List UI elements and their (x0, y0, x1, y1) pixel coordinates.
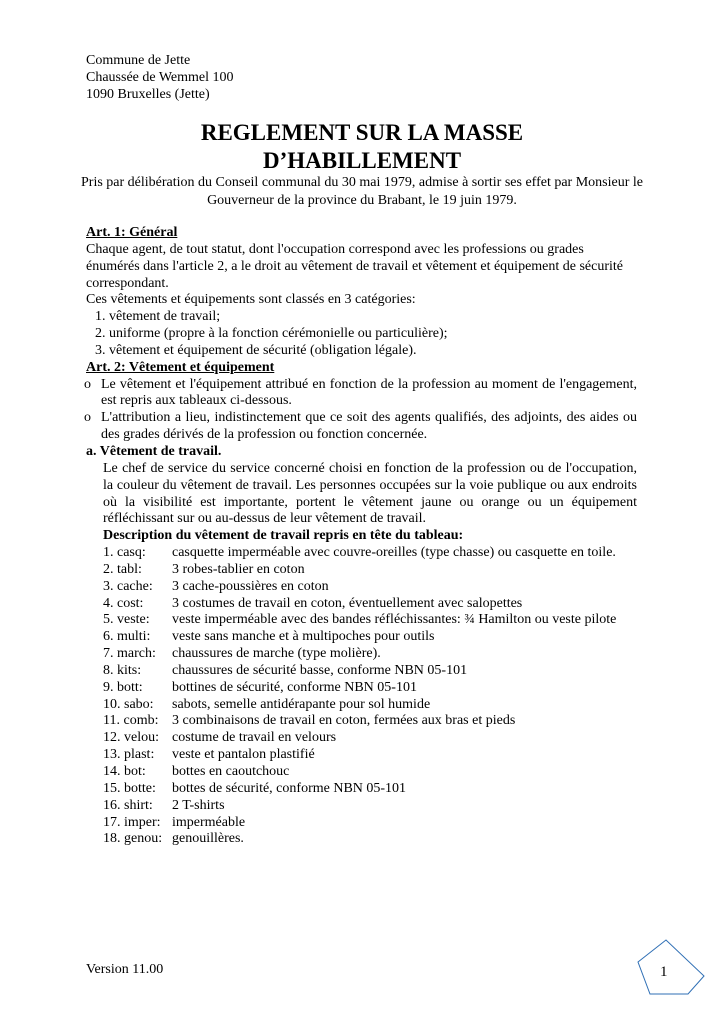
bullet-marker: o (84, 410, 91, 426)
description-title: Description du vêtement de travail repris en tête du tableau: (103, 528, 464, 544)
item-description: bottines de sécurité, conforme NBN 05-101 (172, 679, 417, 695)
item-description: veste imperméable avec des bandes réfléchissantes: ¾ Hamilton ou veste pilote (172, 612, 617, 628)
item-description: veste et pantalon plastifié (172, 747, 315, 763)
item-description: 3 combinaisons de travail en coton, fermées aux bras et pieds (172, 713, 516, 729)
art2-heading: Art. 2: Vêtement et équipement (86, 359, 275, 375)
item-code: 12. velou: (103, 730, 159, 746)
item-code: 4. cost: (103, 595, 144, 611)
clothing-item (86, 646, 637, 663)
item-description: imperméable (172, 814, 246, 830)
bullet-text: L'attribution a lieu, indistinctement que ce soit des agents qualifiés, des adjoints, des aides ou des grades dérivés de la profession ou fonction concernée. (101, 410, 637, 443)
address-block (86, 52, 234, 103)
clothing-item (86, 579, 637, 596)
category-item: 2. uniforme (propre à la fonction cérémonielle ou particulière); (95, 326, 448, 342)
item-description: 2 T-shirts (172, 797, 225, 813)
item-code: 8. kits: (103, 662, 142, 678)
clothing-item (86, 831, 637, 848)
title-line: D’HABILLEMENT (262, 148, 462, 173)
clothing-item (86, 629, 637, 646)
clothing-item (86, 545, 637, 562)
item-description: genouillères. (172, 831, 244, 847)
item-description: bottes en caoutchouc (172, 764, 290, 779)
bullet-text: Le vêtement et l'équipement attribué en fonction de la profession au moment de l'engagement, est repris aux tableaux ci-dessous. (101, 376, 637, 409)
item-code: 11. comb: (103, 713, 159, 729)
clothing-item (86, 697, 637, 714)
item-description: 3 costumes de travail en coton, éventuellement avec salopettes (172, 595, 523, 611)
clothing-item (86, 713, 637, 730)
clothing-item (86, 764, 637, 781)
item-description: chaussures de sécurité basse, conforme NBN 05-101 (172, 662, 468, 678)
clothing-item (86, 562, 637, 579)
item-description: casquette imperméable avec couvre-oreilles (type chasse) ou casquette en toile. (172, 545, 616, 561)
item-description: chaussures de marche (type molière). (172, 646, 381, 662)
item-code: 6. multi: (103, 629, 151, 645)
clothing-item (86, 680, 637, 697)
item-description: 3 robes-tablier en coton (172, 561, 305, 577)
document-title (0, 119, 724, 175)
item-code: 15. botte: (103, 780, 156, 796)
item-code: 17. imper: (103, 814, 161, 830)
item-code: 13. plast: (103, 747, 155, 763)
document-body (86, 225, 637, 848)
address-line: 1090 Bruxelles (Jette) (86, 87, 210, 102)
page-number: 1 (660, 964, 668, 980)
item-description: veste sans manche et à multipoches pour outils (172, 629, 435, 645)
item-code: 1. casq: (103, 545, 146, 561)
page-number-marker (636, 938, 706, 994)
clothing-item (86, 815, 637, 832)
address-line: Commune de Jette (86, 53, 191, 68)
category-item: 3. vêtement et équipement de sécurité (obligation légale). (95, 342, 417, 358)
item-code: 9. bott: (103, 679, 143, 695)
item-code: 3. cache: (103, 578, 153, 594)
item-code: 7. march: (103, 646, 156, 662)
item-code: 2. tabl: (103, 561, 142, 577)
clothing-item (86, 798, 637, 815)
address-line: Chaussée de Wemmel 100 (86, 70, 234, 85)
clothing-item (86, 781, 637, 798)
document-subtitle: Pris par délibération du Conseil communal du 30 mai 1979, admise à sortir ses effet par Monsieur le Gouverneur de la province du Brabant, le 19 juin 1979. (81, 175, 643, 208)
item-code: 5. veste: (103, 612, 150, 628)
bullet-marker: o (84, 376, 91, 392)
item-code: 16. shirt: (103, 797, 153, 813)
art1-text: Chaque agent, de tout statut, dont l'occupation correspond avec les professions ou grades énumérés dans l'article 2, a le droit au vêtement de travail et vêtement et équipement de sécurité correspondant. (86, 241, 624, 291)
categories-intro: Ces vêtements et équipements sont classés en 3 catégories: (86, 292, 416, 308)
clothing-item (86, 747, 637, 764)
category-item: 1. vêtement de travail; (95, 309, 221, 325)
section-a-heading: a. Vêtement de travail. (86, 443, 222, 459)
bullet-item (86, 410, 637, 444)
item-code: 18. genou: (103, 831, 163, 847)
section-a-paragraph: Le chef de service du service concerné choisi en fonction de la profession ou de l'occupation, la couleur du vêtement de travail. Les personnes occupées sur la voie publique ou aux endroits où la visibilité est importante, portent le vêtement jaune ou orange ou un équipement réfléchissant sur ou au-dessus de leur vêtement de travail. (103, 460, 637, 527)
clothing-list (86, 545, 637, 848)
item-description: 3 cache-poussières en coton (172, 578, 329, 594)
item-description: costume de travail en velours (172, 730, 337, 746)
clothing-item (86, 730, 637, 747)
footer-version: Version 11.00 (86, 962, 164, 977)
item-code: 10. sabo: (103, 696, 154, 712)
bullet-item (86, 377, 637, 411)
item-description: bottes de sécurité, conforme NBN 05-101 (172, 780, 407, 796)
clothing-item (86, 612, 637, 629)
clothing-item (86, 596, 637, 613)
art1-heading: Art. 1: Général (86, 225, 178, 240)
item-code: 14. bot: (103, 764, 146, 779)
page-marker-shape (636, 938, 706, 996)
clothing-item (86, 663, 637, 680)
item-description: sabots, semelle antidérapante pour sol humide (172, 696, 431, 712)
title-line: REGLEMENT SUR LA MASSE (200, 120, 524, 145)
